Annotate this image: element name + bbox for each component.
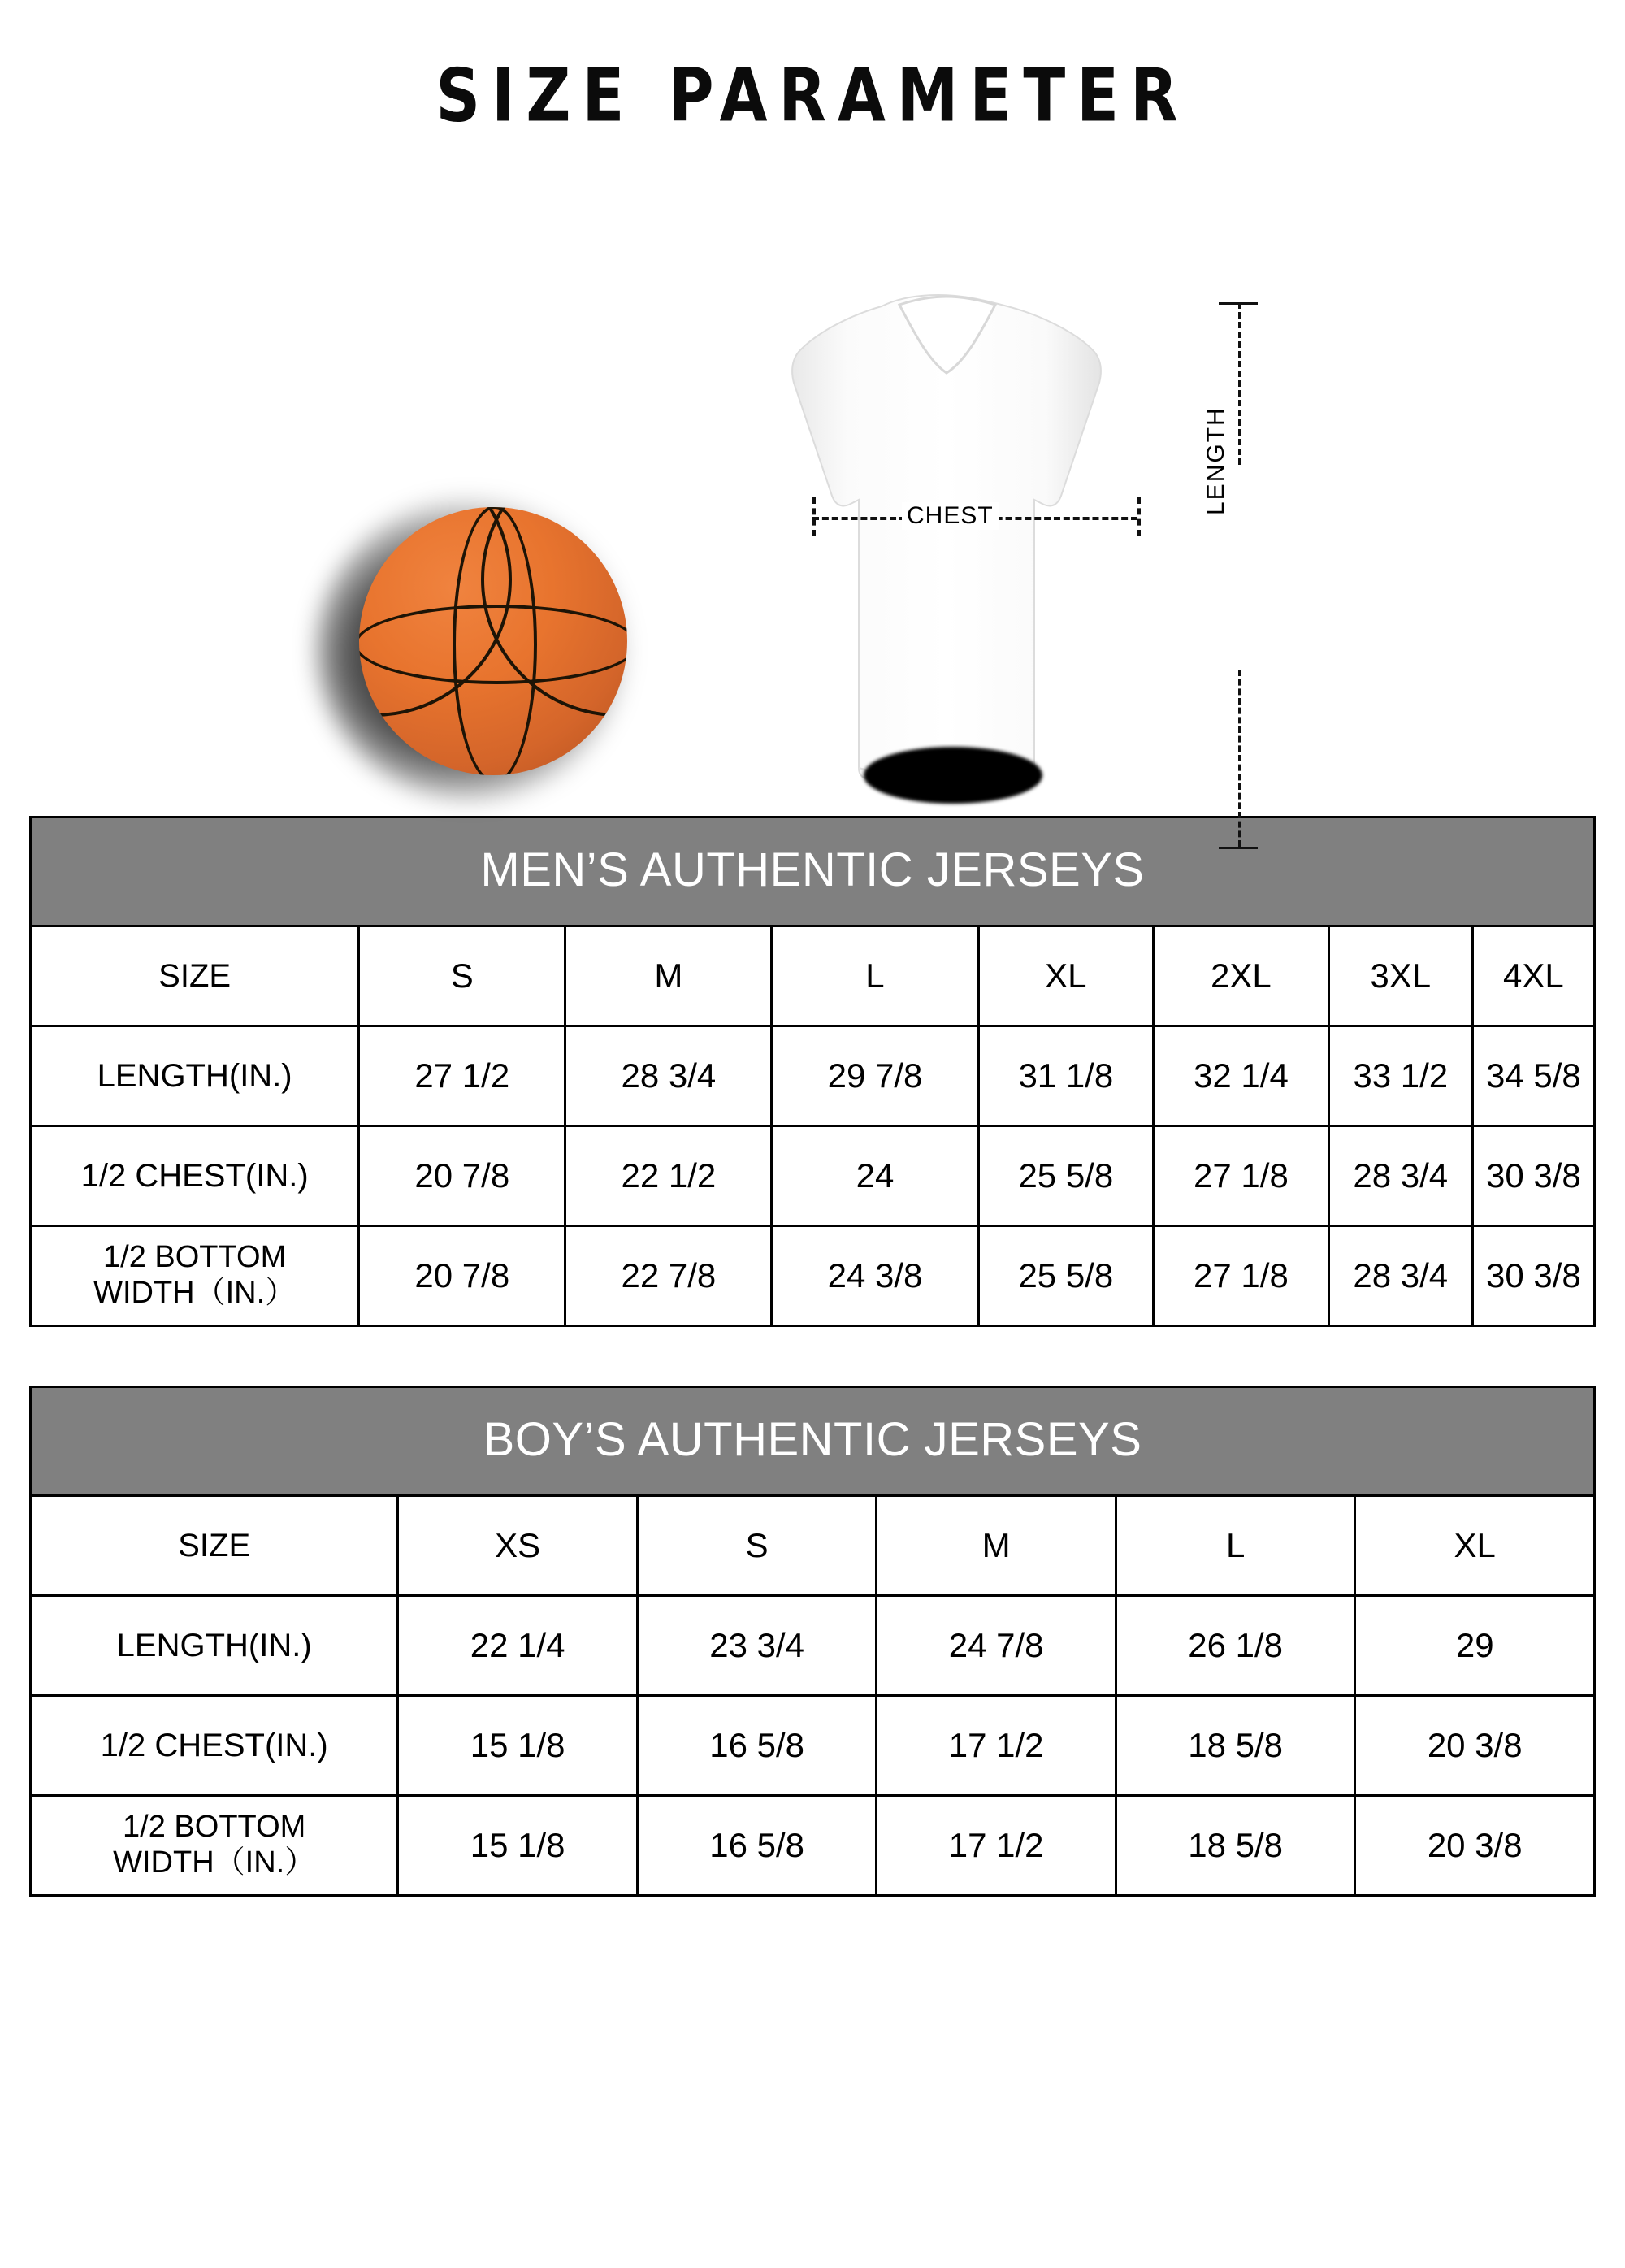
column-header: 2XL: [1154, 926, 1329, 1026]
chest-tick-right: [1138, 497, 1141, 536]
column-header: 4XL: [1472, 926, 1594, 1026]
boys-size-table: [29, 1494, 1596, 1897]
table-cell: 24 7/8: [877, 1596, 1116, 1696]
length-dashed-upper: [1238, 302, 1242, 465]
table-row: [31, 1126, 1595, 1226]
boys-table-heading: BOY’S AUTHENTIC JERSEYS: [29, 1386, 1596, 1494]
table-cell: 29 7/8: [772, 1026, 978, 1126]
row-header: [31, 1796, 398, 1896]
table-cell: 28 3/4: [1328, 1226, 1472, 1326]
mens-table-block: [29, 816, 1596, 1327]
table-cell: 23 3/4: [637, 1596, 877, 1696]
jersey-icon: [776, 292, 1125, 861]
length-tick-bottom: [1219, 847, 1258, 849]
table-cell: 26 1/8: [1116, 1596, 1355, 1696]
table-cell: 27 1/8: [1154, 1226, 1329, 1326]
length-dashed-lower: [1238, 670, 1242, 847]
table-cell: 29: [1355, 1596, 1595, 1696]
table-cell: 22 1/4: [398, 1596, 638, 1696]
table-cell: 27 1/2: [359, 1026, 566, 1126]
row-header: 1/2 CHEST(IN.): [31, 1696, 398, 1796]
table-cell: 18 5/8: [1116, 1796, 1355, 1896]
table-cell: 34 5/8: [1472, 1026, 1594, 1126]
table-cell: 18 5/8: [1116, 1696, 1355, 1796]
table-cell: 25 5/8: [978, 1226, 1154, 1326]
row-header-line2: WIDTH（IN.）: [113, 1845, 316, 1880]
column-header: SIZE: [31, 1496, 398, 1596]
jersey-shadow: [864, 747, 1042, 804]
page-title: SIZE PARAMETER: [436, 52, 1190, 138]
table-cell: 25 5/8: [978, 1126, 1154, 1226]
column-header: XS: [398, 1496, 638, 1596]
length-label: LENGTH: [1202, 406, 1229, 515]
table-spacer: [0, 1327, 1625, 1386]
column-header: S: [637, 1496, 877, 1596]
table-cell: 22 7/8: [566, 1226, 772, 1326]
table-cell: 20 7/8: [359, 1226, 566, 1326]
product-illustration: [0, 117, 1625, 816]
row-header: LENGTH(IN.): [31, 1596, 398, 1696]
basketball-icon: [317, 491, 642, 816]
table-cell: 17 1/2: [877, 1696, 1116, 1796]
table-cell: 28 3/4: [1328, 1126, 1472, 1226]
chest-tick-left: [812, 497, 816, 536]
row-header: 1/2 CHEST(IN.): [31, 1126, 359, 1226]
table-cell: 32 1/4: [1154, 1026, 1329, 1126]
table-row: [31, 1226, 1595, 1326]
table-cell: 24 3/8: [772, 1226, 978, 1326]
basketball-ball: [359, 507, 627, 775]
table-cell: 16 5/8: [637, 1696, 877, 1796]
table-cell: 20 3/8: [1355, 1796, 1595, 1896]
column-header: XL: [1355, 1496, 1595, 1596]
table-row: [31, 1696, 1595, 1796]
column-header: L: [772, 926, 978, 1026]
table-cell: 27 1/8: [1154, 1126, 1329, 1226]
table-cell: 15 1/8: [398, 1696, 638, 1796]
table-cell: 30 3/8: [1472, 1126, 1594, 1226]
mens-table-heading: MEN’S AUTHENTIC JERSEYS: [29, 816, 1596, 925]
column-header: XL: [978, 926, 1154, 1026]
row-header: LENGTH(IN.): [31, 1026, 359, 1126]
bottom-padding: [0, 1897, 1625, 1929]
column-header: 3XL: [1328, 926, 1472, 1026]
table-cell: 33 1/2: [1328, 1026, 1472, 1126]
chest-label: CHEST: [902, 502, 999, 530]
table-row: [31, 1496, 1595, 1596]
table-cell: 20 3/8: [1355, 1696, 1595, 1796]
column-header: S: [359, 926, 566, 1026]
mens-size-table: [29, 925, 1596, 1327]
table-cell: 22 1/2: [566, 1126, 772, 1226]
column-header: M: [877, 1496, 1116, 1596]
row-header-line1: 1/2 BOTTOM: [103, 1240, 287, 1275]
column-header: SIZE: [31, 926, 359, 1026]
column-header: M: [566, 926, 772, 1026]
row-header-line1: 1/2 BOTTOM: [123, 1810, 306, 1845]
table-cell: 15 1/8: [398, 1796, 638, 1896]
table-cell: 24: [772, 1126, 978, 1226]
table-cell: 17 1/2: [877, 1796, 1116, 1896]
table-cell: 28 3/4: [566, 1026, 772, 1126]
row-header: [31, 1226, 359, 1326]
table-row: [31, 1796, 1595, 1896]
boys-table-block: [29, 1386, 1596, 1897]
column-header: L: [1116, 1496, 1355, 1596]
table-row: [31, 1596, 1595, 1696]
row-header-line2: WIDTH（IN.）: [93, 1276, 297, 1310]
table-row: [31, 1026, 1595, 1126]
table-row: [31, 926, 1595, 1026]
table-cell: 30 3/8: [1472, 1226, 1594, 1326]
table-cell: 31 1/8: [978, 1026, 1154, 1126]
table-cell: 20 7/8: [359, 1126, 566, 1226]
table-cell: 16 5/8: [637, 1796, 877, 1896]
